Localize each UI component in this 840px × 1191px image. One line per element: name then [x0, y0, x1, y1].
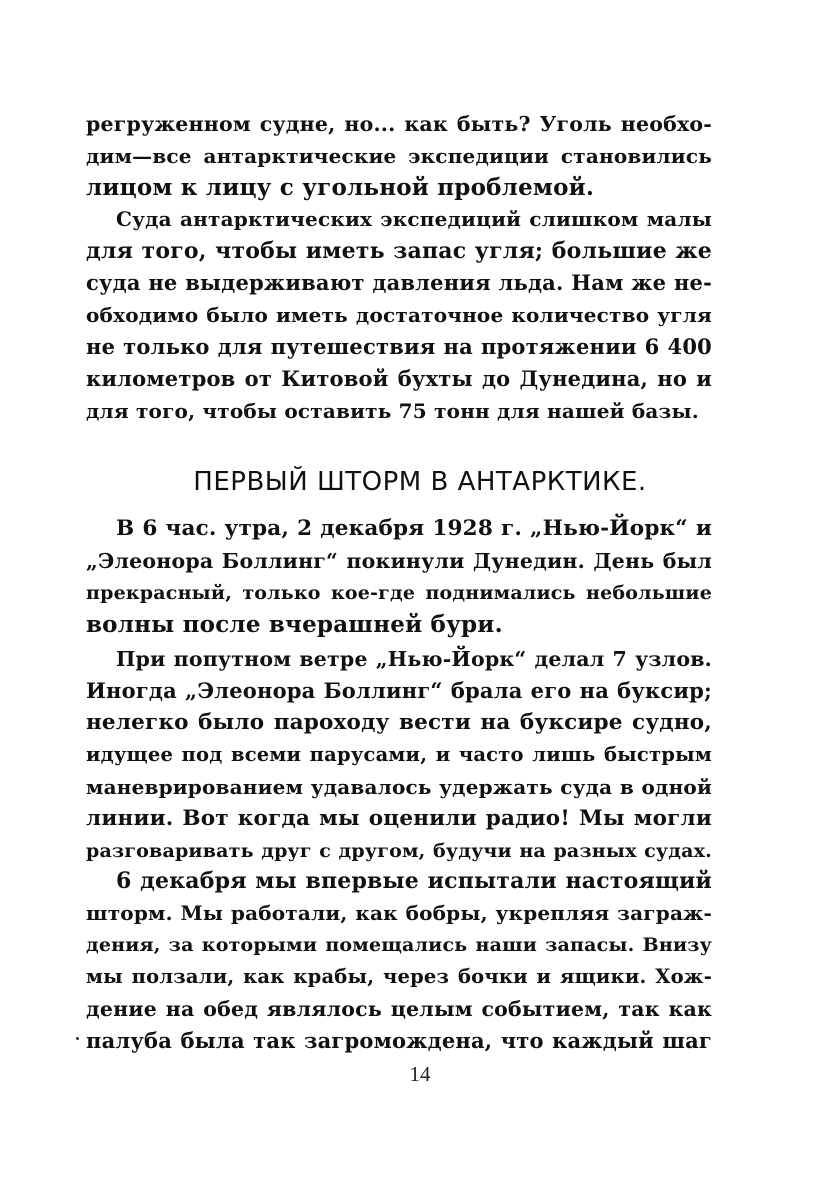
text-line: лицом к лицу с угольной проблемой.	[86, 174, 595, 201]
paragraph-3	[86, 513, 712, 641]
section-heading: ПЕРВЫЙ ШТОРМ В АНТАРКТИКЕ.	[193, 467, 647, 497]
text-line: разговаривать друг с другом, будучи на разных судах.	[86, 840, 712, 862]
paragraph-4	[86, 643, 712, 867]
text-line: В 6 час. утра, 2 декабря 1928 г. „Нью-Йорк“ и	[116, 516, 712, 541]
margin-speck	[76, 1037, 79, 1040]
text-line: волны после вчерашней бури.	[86, 611, 503, 638]
page-number: 14	[409, 1062, 431, 1086]
text-line: Иногда „Элеонора Боллинг“ брала его на буксир;	[86, 678, 712, 703]
text-line: суда не выдерживают давления льда. Нам же не-	[86, 270, 712, 295]
text-line: дения, за которыми помещались наши запасы. Внизу	[86, 934, 712, 956]
paragraph-2	[86, 203, 712, 427]
text-line: для того, чтобы иметь запас угля; большие же	[86, 238, 712, 264]
text-line: мы ползали, как крабы, через бочки и ящики. Хож-	[86, 965, 712, 988]
text-line: идущее под всеми парусами, и часто лишь быстрым	[86, 743, 712, 766]
text-line: палуба была так загромождена, что каждый шаг	[86, 1028, 712, 1053]
text-line: обходимо было иметь достаточное количество угля	[86, 303, 712, 327]
text-line: линии. Вот когда мы оценили радио! Мы могли	[86, 806, 712, 831]
text-line: дим—все антарктические экспедиции становились	[86, 144, 712, 168]
text-line: маневрированием удавалось удержать суда в одной	[86, 775, 712, 799]
paragraph-1	[86, 108, 712, 204]
text-line: километров от Китовой бухты до Дунедина, но и	[86, 366, 712, 391]
text-line: нелегко было пароходу вести на буксире судно,	[86, 710, 712, 735]
text-line: для того, чтобы оставить 75 тонн для нашей базы.	[86, 399, 699, 423]
text-line: регруженном судне, но... как быть? Уголь необхо-	[86, 112, 712, 136]
text-line: дение на обед являлось целым событием, так как	[86, 997, 712, 1021]
text-line: 6 декабря мы впервые испытали настоящий	[116, 868, 712, 894]
paragraph-5	[86, 865, 712, 1057]
text-line: Суда антарктических экспедиций слишком малы	[116, 207, 712, 231]
text-line: При попутном ветре „Нью-Йорк“ делал 7 узлов.	[116, 647, 712, 671]
text-line: „Элеонора Боллинг“ покинули Дунедин. День был	[86, 549, 712, 573]
text-line: прекрасный, только кое-где поднимались небольшие	[86, 582, 712, 604]
text-line: не только для путешествия на протяжении 6 400	[86, 334, 712, 359]
text-line: шторм. Мы работали, как бобры, укрепляя заграж-	[86, 901, 712, 925]
